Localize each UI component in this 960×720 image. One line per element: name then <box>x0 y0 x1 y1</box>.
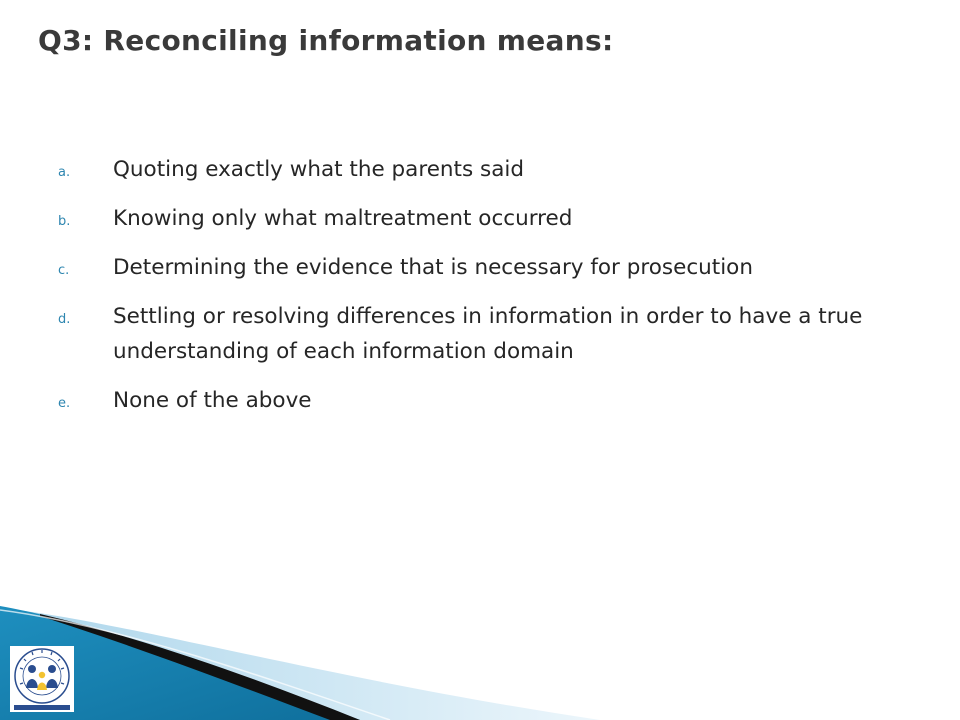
slide-title: Q3: Reconciling information means: <box>38 24 614 57</box>
answer-text: Determining the evidence that is necessary for prosecution <box>113 255 753 280</box>
answer-letter: a. <box>58 165 71 180</box>
bottom-swoosh-decoration <box>0 600 960 720</box>
answer-letter: e. <box>58 396 71 411</box>
answer-letter: c. <box>58 263 70 278</box>
answer-text: Settling or resolving differences in information in order to have a true understanding of each information domain <box>113 304 863 364</box>
answer-option-e <box>58 383 918 418</box>
answer-text: Quoting exactly what the parents said <box>113 157 525 182</box>
answer-option-d <box>58 299 918 369</box>
answer-letter: b. <box>58 214 71 229</box>
answer-letter: d. <box>58 312 71 327</box>
answer-text: Knowing only what maltreatment occurred <box>113 206 573 231</box>
florida-dcf-seal-icon <box>10 646 74 712</box>
answer-option-c <box>58 250 918 285</box>
answer-list <box>58 152 918 418</box>
answer-text: None of the above <box>113 388 312 413</box>
answer-option-b <box>58 201 918 236</box>
answer-option-a <box>58 152 918 187</box>
